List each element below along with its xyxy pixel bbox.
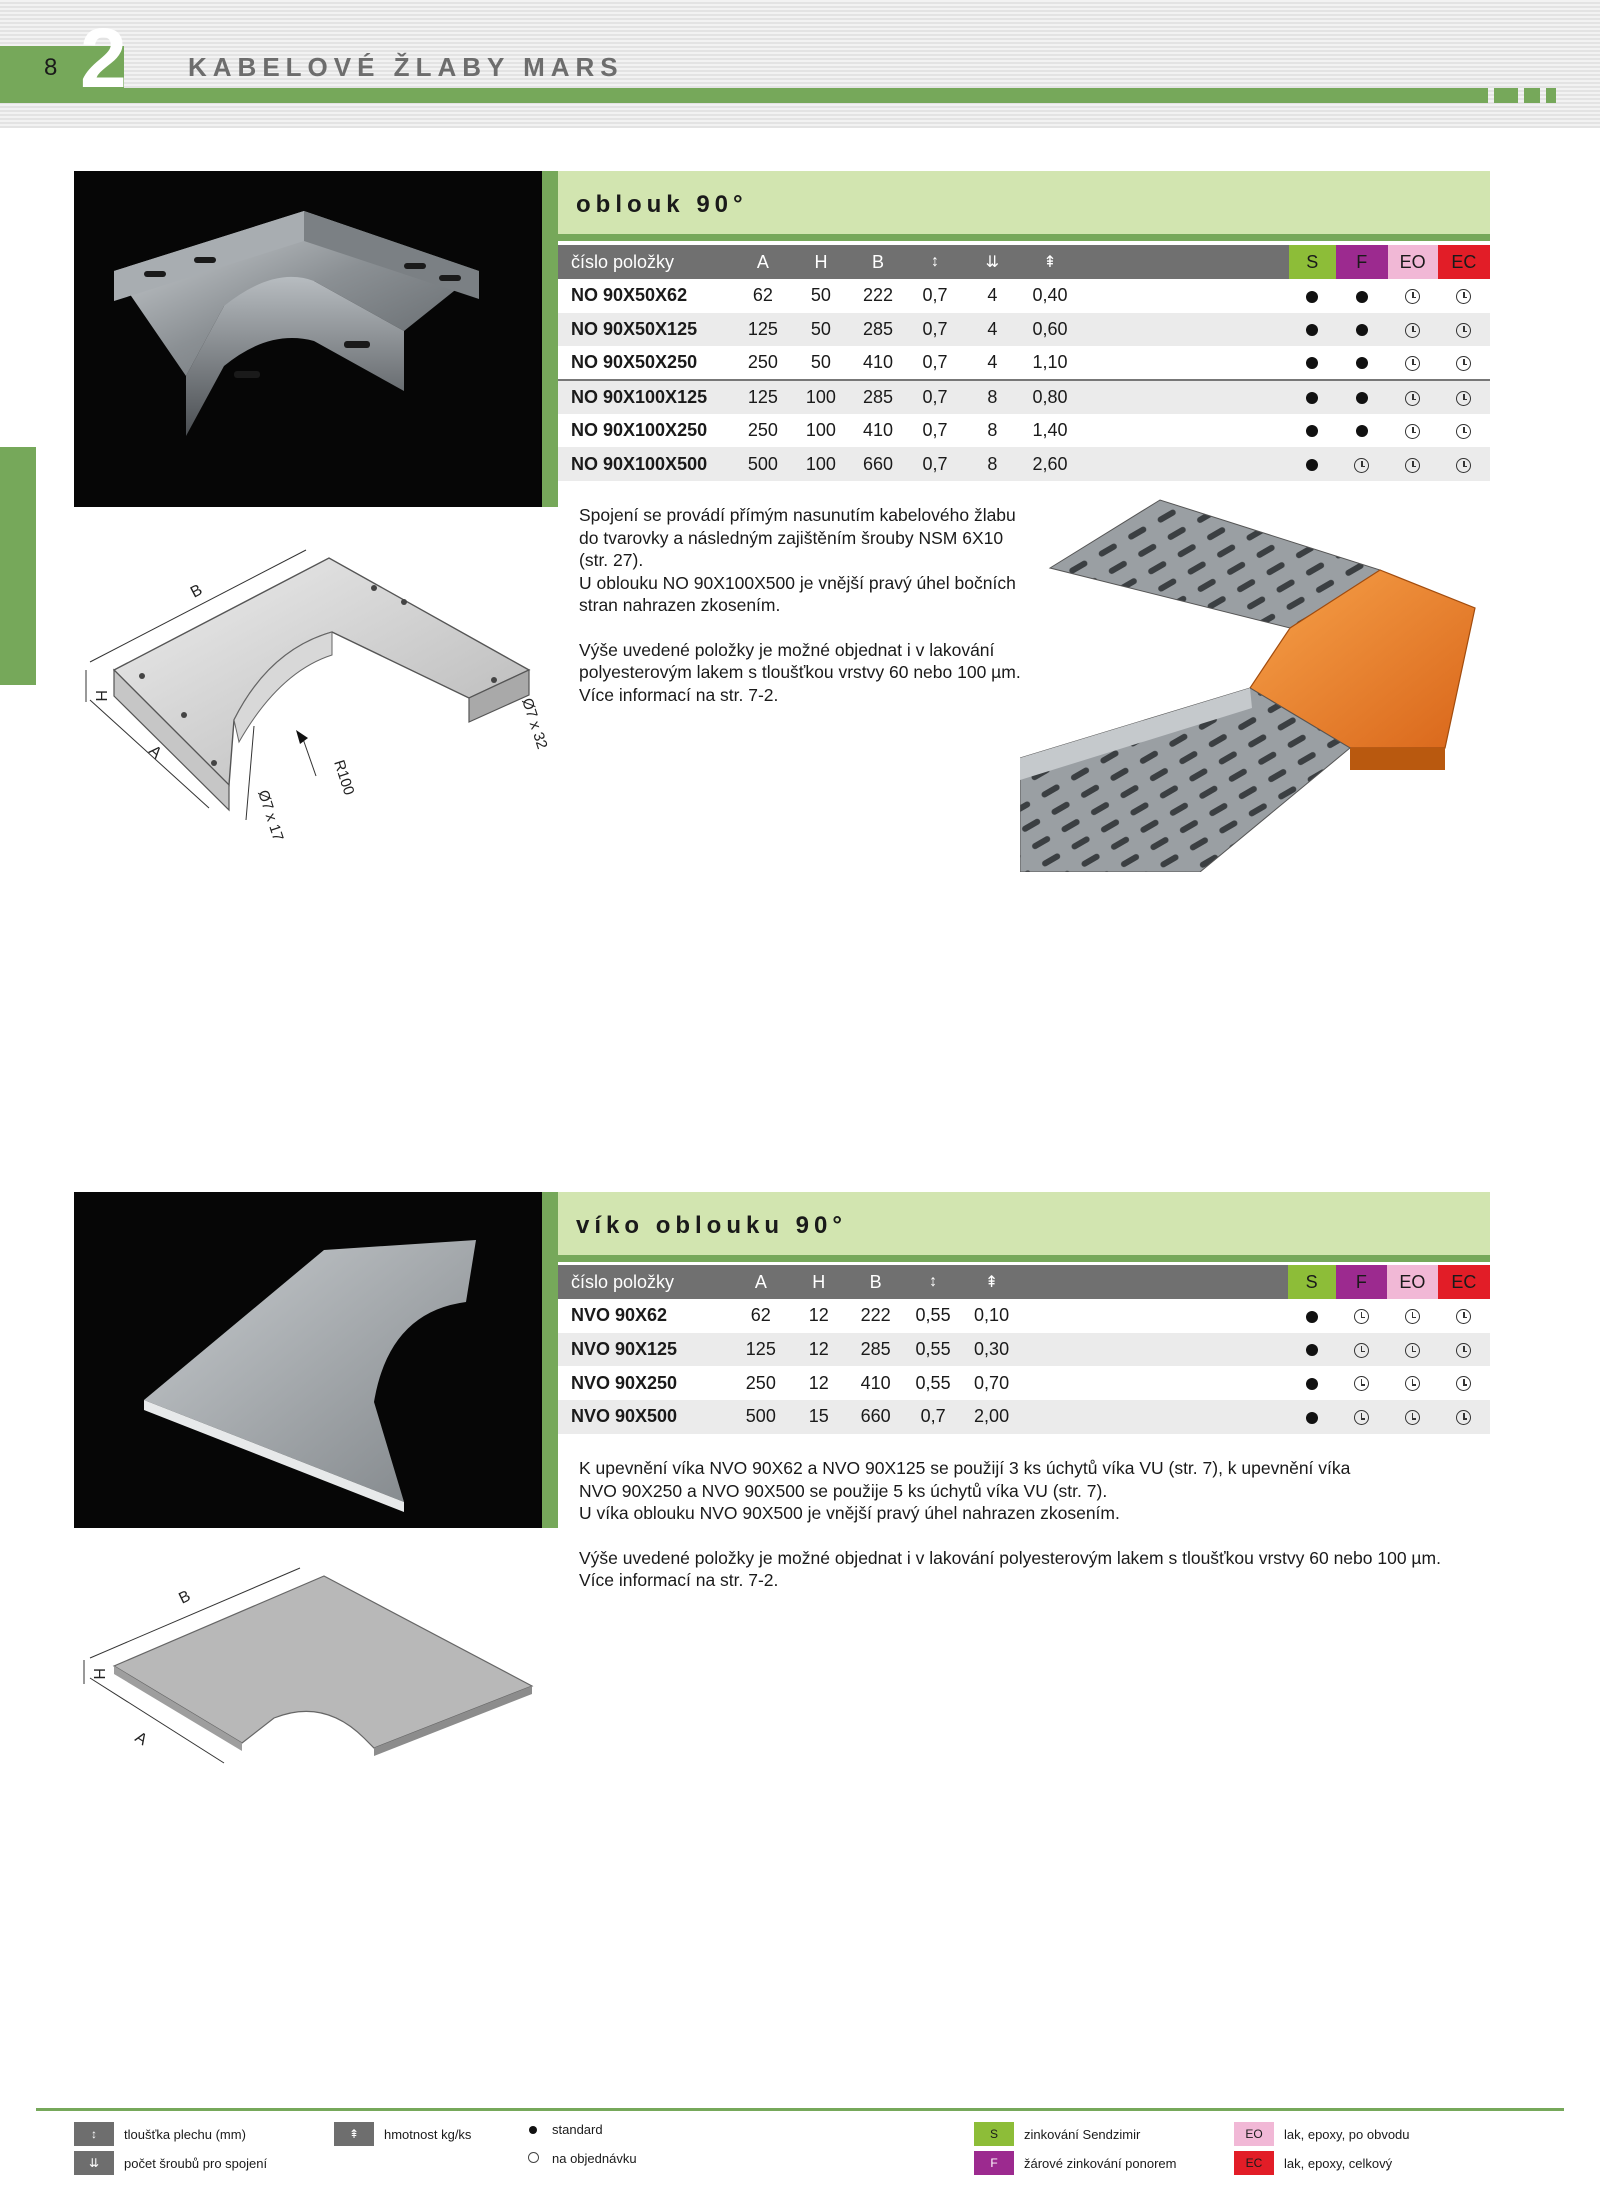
clock-icon — [1405, 323, 1420, 338]
row-b: 222 — [848, 1299, 904, 1333]
row-weight: 1,10 — [1021, 346, 1079, 380]
dim-label-radius: R100 — [330, 757, 358, 798]
dim-label-h: H — [92, 690, 109, 702]
table-row — [558, 1333, 1490, 1367]
avail-f — [1336, 447, 1387, 481]
avail-ec — [1438, 279, 1490, 313]
description-line: do tvarovky a následným zajištěním šrouby NSM 6X10 — [579, 527, 1004, 548]
legend-ec — [1234, 2151, 1392, 2175]
avail-eo — [1388, 313, 1438, 347]
table-row — [558, 380, 1490, 414]
dim-label-b: B — [176, 1587, 194, 1608]
clock-icon — [1405, 1343, 1420, 1358]
clock-icon — [1354, 1376, 1369, 1391]
row-item: NO 90X50X250 — [558, 346, 734, 380]
row-spacer — [1021, 1333, 1288, 1367]
col-b: B — [850, 245, 906, 279]
clock-icon — [1405, 289, 1420, 304]
row-item: NVO 90X250 — [558, 1366, 732, 1400]
row-h: 100 — [792, 414, 850, 448]
avail-s — [1288, 1333, 1336, 1367]
bend-technical-drawing — [74, 530, 574, 860]
row-h: 15 — [790, 1400, 848, 1434]
row-screws: 4 — [964, 313, 1021, 347]
clock-icon — [1456, 1309, 1471, 1324]
table-row — [558, 346, 1490, 380]
row-b: 660 — [848, 1400, 904, 1434]
row-a: 125 — [734, 313, 792, 347]
dim-label-hole-large: Ø7 x 32 — [518, 695, 551, 752]
row-item: NVO 90X125 — [558, 1333, 732, 1367]
description-line: Výše uvedené položky je možné objednat i v lakování polyesterovým lakem s tloušťkou vrstvy 60 nebo 100 µm. — [579, 1547, 1441, 1568]
clock-icon — [1456, 323, 1471, 338]
dim-label-hole-small: Ø7 x 17 — [254, 787, 287, 844]
avail-ec — [1438, 1366, 1490, 1400]
description-line: stran nahrazen zkosením. — [579, 595, 781, 615]
dim-label-b: B — [187, 581, 206, 602]
footer-divider — [36, 2108, 1564, 2111]
row-h: 50 — [792, 346, 850, 380]
legend-label: žárové zinkování ponorem — [1024, 2155, 1177, 2171]
row-a: 250 — [734, 414, 792, 448]
avail-eo — [1388, 346, 1438, 380]
clock-icon — [1456, 1376, 1471, 1391]
description-line: Více informací na str. 7-2. — [579, 1570, 779, 1590]
standard-dot-icon — [1356, 425, 1368, 437]
photo-accent — [542, 1192, 558, 1528]
row-weight: 0,40 — [1021, 279, 1079, 313]
avail-ec — [1438, 313, 1490, 347]
row-screws: 4 — [964, 346, 1021, 380]
row-weight: 2,60 — [1021, 447, 1079, 481]
row-item: NO 90X100X125 — [558, 380, 734, 414]
header-square — [1546, 88, 1556, 103]
cover-technical-drawing — [74, 1548, 574, 1778]
description-line: (str. 27). — [579, 550, 644, 570]
avail-ec — [1438, 346, 1490, 380]
avail-eo — [1388, 414, 1438, 448]
row-spacer — [1021, 1299, 1288, 1333]
row-thickness: 0,55 — [904, 1333, 963, 1367]
avail-s — [1289, 380, 1337, 414]
table-row — [558, 1366, 1490, 1400]
col-a: A — [732, 1265, 790, 1299]
row-thickness: 0,55 — [904, 1366, 963, 1400]
product-photo-bend — [74, 171, 542, 507]
col-a: A — [734, 245, 792, 279]
section-title: víko oblouku 90° — [576, 1212, 847, 1239]
col-s: S — [1288, 1265, 1336, 1299]
avail-eo — [1387, 1366, 1437, 1400]
col-screws-icon: ⇊ — [964, 245, 1021, 279]
screws-icon: ⇊ — [74, 2151, 114, 2175]
row-item: NO 90X50X125 — [558, 313, 734, 347]
row-weight: 0,30 — [962, 1333, 1021, 1367]
row-spacer — [1079, 279, 1288, 313]
row-b: 285 — [850, 313, 906, 347]
avail-eo — [1388, 447, 1438, 481]
col-item: číslo položky — [558, 245, 734, 279]
clock-icon — [1354, 458, 1369, 473]
row-h: 100 — [792, 447, 850, 481]
table-row — [558, 447, 1490, 481]
dim-label-a: A — [131, 1728, 150, 1750]
legend-f — [974, 2151, 1176, 2175]
standard-dot-icon — [1306, 291, 1318, 303]
col-spacer — [1079, 245, 1288, 279]
row-screws: 8 — [964, 380, 1021, 414]
row-h: 100 — [792, 380, 850, 414]
row-a: 125 — [732, 1333, 790, 1367]
avail-ec — [1438, 447, 1490, 481]
clock-icon — [528, 2152, 539, 2163]
page-number: 8 — [44, 54, 58, 81]
col-h: H — [790, 1265, 848, 1299]
standard-dot-icon — [1306, 392, 1318, 404]
standard-dot-icon — [1306, 324, 1318, 336]
legend-label: lak, epoxy, po obvodu — [1284, 2126, 1410, 2142]
bend-photo-render — [74, 171, 542, 507]
avail-eo — [1387, 1400, 1437, 1434]
col-eo: EO — [1387, 1265, 1437, 1299]
row-thickness: 0,7 — [906, 380, 964, 414]
row-spacer — [1079, 346, 1288, 380]
row-spacer — [1021, 1400, 1288, 1434]
standard-dot-icon — [1356, 392, 1368, 404]
legend-label: lak, epoxy, celkový — [1284, 2155, 1393, 2171]
row-a: 500 — [732, 1400, 790, 1434]
col-s: S — [1289, 245, 1337, 279]
table-header-row — [558, 1265, 1490, 1299]
thickness-icon: ↕ — [74, 2122, 114, 2146]
row-thickness: 0,7 — [906, 447, 964, 481]
row-thickness: 0,7 — [906, 279, 964, 313]
row-b: 285 — [850, 380, 906, 414]
description-line: NVO 90X250 a NVO 90X500 se použije 5 ks úchytů víka VU (str. 7). — [579, 1480, 1108, 1501]
clock-icon — [1405, 424, 1420, 439]
spec-table-bend — [558, 245, 1490, 481]
header-green-bar — [0, 88, 1488, 103]
header-square — [1524, 88, 1540, 103]
row-weight: 2,00 — [962, 1400, 1021, 1434]
dim-label-h: H — [90, 1668, 107, 1680]
row-b: 410 — [850, 414, 906, 448]
avail-f — [1336, 1333, 1388, 1367]
row-spacer — [1079, 414, 1288, 448]
table-row — [558, 1400, 1490, 1434]
legend-screws — [74, 2151, 267, 2175]
table-row — [558, 414, 1490, 448]
chapter-number: 2 — [80, 11, 127, 105]
legend-weight — [334, 2122, 471, 2146]
clock-icon — [1456, 1343, 1471, 1358]
legend-label: zinkování Sendzimir — [1024, 2126, 1141, 2142]
standard-dot-icon — [1306, 1311, 1318, 1323]
avail-f — [1336, 1400, 1388, 1434]
row-screws: 4 — [964, 279, 1021, 313]
clock-icon — [1405, 458, 1420, 473]
clock-icon — [1354, 1410, 1369, 1425]
avail-s — [1289, 447, 1337, 481]
avail-f — [1336, 279, 1387, 313]
avail-f — [1336, 346, 1387, 380]
clock-icon — [1405, 356, 1420, 371]
clock-icon — [1354, 1309, 1369, 1324]
avail-f — [1336, 313, 1387, 347]
col-b: B — [848, 1265, 904, 1299]
standard-dot-icon — [1306, 1344, 1318, 1356]
col-item: číslo položky — [558, 1265, 732, 1299]
row-item: NO 90X100X250 — [558, 414, 734, 448]
page-title: KABELOVÉ ŽLABY MARS — [188, 52, 624, 82]
clock-icon — [1456, 289, 1471, 304]
section-header-cover — [558, 1192, 1490, 1262]
col-spacer — [1021, 1265, 1288, 1299]
standard-dot-icon — [529, 2126, 537, 2134]
avail-eo — [1387, 1333, 1437, 1367]
standard-dot-icon — [1356, 291, 1368, 303]
description-line: Spojení se provádí přímým nasunutím kabelového žlabu — [579, 505, 1016, 525]
row-weight: 0,80 — [1021, 380, 1079, 414]
clock-icon — [1405, 391, 1420, 406]
col-weight-icon: ⇞ — [962, 1265, 1021, 1299]
legend-eo — [1234, 2122, 1410, 2146]
col-ec: EC — [1438, 1265, 1490, 1299]
section-header-bend — [558, 171, 1490, 241]
row-screws: 8 — [964, 414, 1021, 448]
row-a: 250 — [732, 1366, 790, 1400]
description-bend — [579, 504, 1039, 706]
standard-dot-icon — [1306, 1378, 1318, 1390]
row-a: 500 — [734, 447, 792, 481]
clock-icon — [1456, 1410, 1471, 1425]
legend-standard — [526, 2122, 603, 2137]
photo-accent — [542, 171, 558, 507]
avail-f — [1336, 1366, 1388, 1400]
row-screws: 8 — [964, 447, 1021, 481]
row-b: 410 — [850, 346, 906, 380]
chapter-side-tab — [0, 447, 36, 685]
avail-s — [1288, 1299, 1336, 1333]
finish-key-f: F — [974, 2151, 1014, 2175]
row-item: NO 90X50X62 — [558, 279, 734, 313]
row-h: 50 — [792, 313, 850, 347]
avail-ec — [1438, 414, 1490, 448]
row-weight: 1,40 — [1021, 414, 1079, 448]
standard-dot-icon — [1356, 357, 1368, 369]
col-f: F — [1336, 245, 1387, 279]
table-row — [558, 1299, 1490, 1333]
avail-s — [1288, 1400, 1336, 1434]
weight-icon: ⇞ — [334, 2122, 374, 2146]
row-item: NVO 90X62 — [558, 1299, 732, 1333]
avail-ec — [1438, 380, 1490, 414]
legend-s — [974, 2122, 1140, 2146]
row-b: 660 — [850, 447, 906, 481]
row-thickness: 0,7 — [906, 313, 964, 347]
legend-label: standard — [552, 2122, 603, 2137]
avail-eo — [1388, 380, 1438, 414]
standard-dot-icon — [1306, 1412, 1318, 1424]
row-thickness: 0,7 — [904, 1400, 963, 1434]
row-thickness: 0,55 — [904, 1299, 963, 1333]
clock-icon — [1405, 1309, 1420, 1324]
row-a: 62 — [732, 1299, 790, 1333]
finish-key-s: S — [974, 2122, 1014, 2146]
avail-eo — [1388, 279, 1438, 313]
avail-s — [1289, 313, 1337, 347]
avail-eo — [1387, 1299, 1437, 1333]
legend-label: tloušťka plechu (mm) — [124, 2126, 246, 2142]
product-photo-cover — [74, 1192, 542, 1528]
clock-icon — [1456, 391, 1471, 406]
row-h: 12 — [790, 1299, 848, 1333]
clock-icon — [1456, 424, 1471, 439]
clock-icon — [1354, 1343, 1369, 1358]
description-line: Více informací na str. 7-2. — [579, 684, 779, 705]
avail-ec — [1438, 1333, 1490, 1367]
row-item: NVO 90X500 — [558, 1400, 732, 1434]
col-thickness-icon: ↕ — [906, 245, 964, 279]
description-line: U oblouku NO 90X100X500 je vnější pravý úhel bočních — [579, 572, 1016, 593]
row-h: 12 — [790, 1366, 848, 1400]
row-a: 62 — [734, 279, 792, 313]
standard-dot-icon — [1306, 357, 1318, 369]
row-thickness: 0,7 — [906, 414, 964, 448]
row-spacer — [1079, 313, 1288, 347]
legend-order — [526, 2151, 637, 2166]
header-square — [1494, 88, 1518, 103]
col-weight-icon: ⇞ — [1021, 245, 1079, 279]
table-row — [558, 313, 1490, 347]
avail-s — [1289, 346, 1337, 380]
clock-icon — [1405, 1410, 1420, 1425]
clock-icon — [1405, 1376, 1420, 1391]
row-a: 125 — [734, 380, 792, 414]
row-weight: 0,60 — [1021, 313, 1079, 347]
legend-label: na objednávku — [552, 2151, 637, 2166]
row-spacer — [1021, 1366, 1288, 1400]
description-line: U víka oblouku NVO 90X500 je vnější pravý úhel nahrazen zkosením. — [579, 1503, 1120, 1523]
row-item: NO 90X100X500 — [558, 447, 734, 481]
row-h: 12 — [790, 1333, 848, 1367]
avail-ec — [1438, 1400, 1490, 1434]
legend-thickness — [74, 2122, 246, 2146]
col-ec: EC — [1438, 245, 1490, 279]
spec-table-cover — [558, 1265, 1490, 1434]
row-b: 285 — [848, 1333, 904, 1367]
finish-key-ec: EC — [1234, 2151, 1274, 2175]
row-spacer — [1079, 380, 1288, 414]
legend-label: počet šroubů pro spojení — [124, 2155, 268, 2171]
avail-f — [1336, 414, 1387, 448]
col-f: F — [1336, 1265, 1388, 1299]
avail-ec — [1438, 1299, 1490, 1333]
description-line: K upevnění víka NVO 90X62 a NVO 90X125 se použijí 3 ks úchytů víka VU (str. 7), k upevnění víka — [579, 1458, 1351, 1478]
description-line: polyesterovým lakem s tloušťkou vrstvy 60 nebo 100 µm. — [579, 662, 1021, 682]
row-thickness: 0,7 — [906, 346, 964, 380]
avail-s — [1289, 414, 1337, 448]
legend-label: hmotnost kg/ks — [384, 2126, 472, 2142]
avail-f — [1336, 1299, 1388, 1333]
installation-photo — [1020, 498, 1490, 872]
table-header-row — [558, 245, 1490, 279]
avail-s — [1288, 1366, 1336, 1400]
row-b: 222 — [850, 279, 906, 313]
clock-icon — [1456, 356, 1471, 371]
avail-s — [1289, 279, 1337, 313]
dim-label-a: A — [145, 742, 165, 763]
section-title: oblouk 90° — [576, 191, 748, 218]
avail-f — [1336, 380, 1387, 414]
row-h: 50 — [792, 279, 850, 313]
description-line: Výše uvedené položky je možné objednat i v lakování — [579, 639, 995, 660]
col-thickness-icon: ↕ — [904, 1265, 963, 1299]
clock-icon — [1456, 458, 1471, 473]
col-eo: EO — [1388, 245, 1438, 279]
finish-key-eo: EO — [1234, 2122, 1274, 2146]
row-b: 410 — [848, 1366, 904, 1400]
row-weight: 0,10 — [962, 1299, 1021, 1333]
standard-dot-icon — [1306, 459, 1318, 471]
row-spacer — [1079, 447, 1288, 481]
row-a: 250 — [734, 346, 792, 380]
standard-dot-icon — [1356, 324, 1368, 336]
standard-dot-icon — [1306, 425, 1318, 437]
cover-photo-render — [74, 1192, 542, 1528]
table-row — [558, 279, 1490, 313]
description-cover — [579, 1457, 1499, 1592]
col-h: H — [792, 245, 850, 279]
row-weight: 0,70 — [962, 1366, 1021, 1400]
